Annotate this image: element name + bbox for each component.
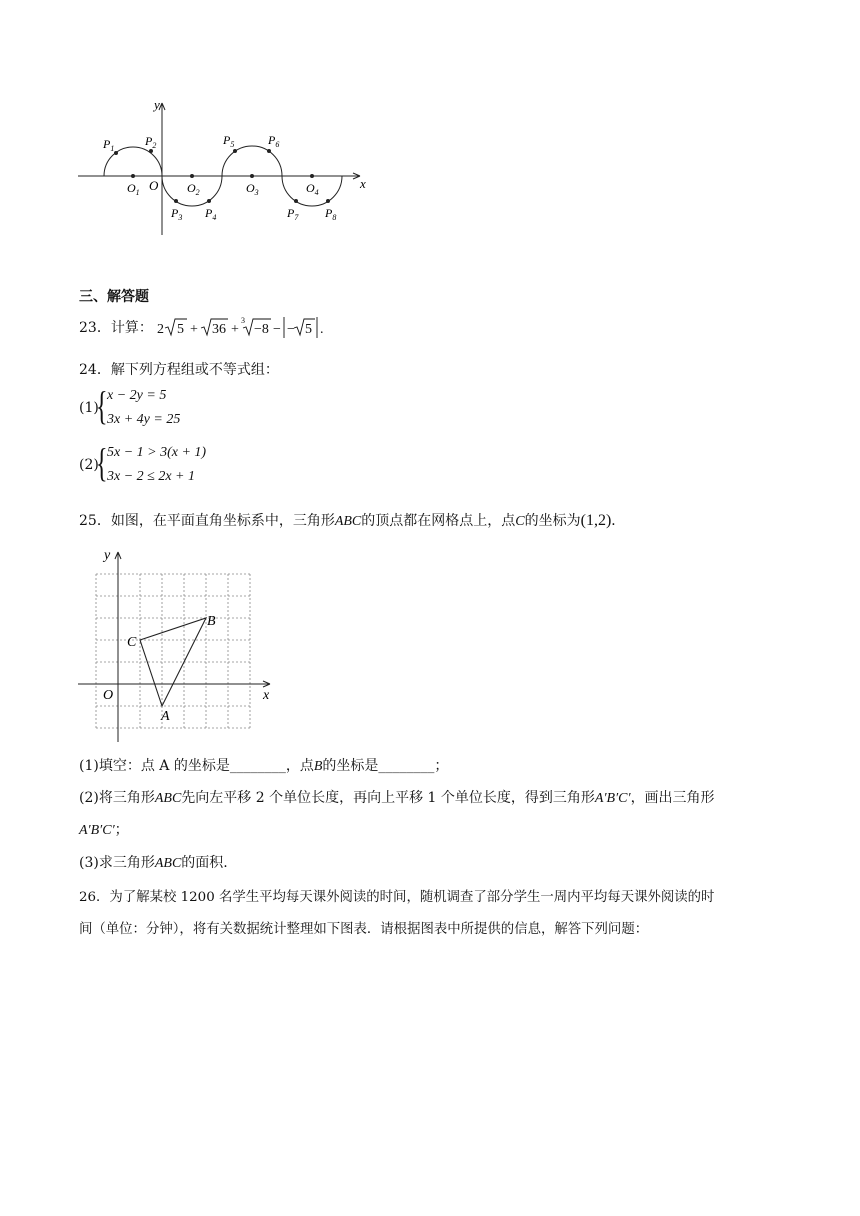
- vertex-a-label: A: [161, 709, 170, 724]
- q25-part2-line2: [79, 820, 129, 841]
- label-o4: $O_4$: [306, 181, 319, 197]
- point-dot-p5: [233, 149, 237, 153]
- q25-stem-c-point: C: [515, 514, 525, 529]
- label-p6: $P_6$: [268, 133, 280, 149]
- q25-part1-b: B: [313, 759, 323, 774]
- label-p3: $P_3$: [171, 206, 183, 222]
- q24-part2-eq1: 5x − 1 > 3(x + 1): [107, 445, 207, 460]
- svg-text:5: 5: [177, 322, 184, 337]
- question-23: [79, 318, 153, 338]
- q25-stem-c: 的坐标为: [524, 513, 581, 529]
- svg-text:−8: −8: [254, 322, 269, 337]
- semicircle-curve-figure: [70, 95, 380, 245]
- grid-y-label: y: [104, 548, 111, 563]
- q25-stem-a: 25．如图，在平面直角坐标系中，三角形: [79, 513, 335, 529]
- svg-text:2: 2: [157, 322, 164, 337]
- grid-x-label: x: [263, 688, 270, 703]
- q25-stem-coord: (1,2): [580, 512, 612, 529]
- q25-part2-a: (2)将三角形: [79, 790, 155, 806]
- q25-part2-abc: ABC: [154, 791, 182, 806]
- label-o2: $O_2$: [187, 181, 200, 197]
- point-dot-p3: [174, 199, 178, 203]
- q25-part2-b: 先向左平移 2 个单位长度，再向上平移 1 个单位长度，得到三角形: [181, 790, 595, 806]
- vertex-b-label: B: [207, 614, 216, 629]
- point-dot-p6: [267, 149, 271, 153]
- label-p7: $P_7$: [287, 206, 299, 222]
- center-dot-o3: [250, 174, 254, 178]
- q25-stem-abc: ABC: [334, 514, 362, 529]
- label-p1: $P_1$: [103, 137, 115, 153]
- vertex-c-label: C: [127, 635, 137, 650]
- svg-text:3: 3: [241, 316, 245, 325]
- grid-origin-label: O: [103, 688, 114, 703]
- q25-part3: [79, 853, 228, 874]
- x-axis-label: x: [360, 176, 366, 191]
- q25-part2-prime: A′B′C′: [594, 791, 631, 806]
- q25-part1-a: (1)填空：点 A 的坐标是________，点: [79, 758, 314, 774]
- q25-stem-b: 的顶点都在网格点上，点: [361, 513, 516, 529]
- q25-part3-a: (3)求三角形: [79, 855, 155, 871]
- point-dot-p1: [114, 151, 118, 155]
- label-p2: $P_2$: [145, 134, 157, 150]
- semicircle-arc-3: [222, 146, 282, 176]
- question-26-line1: 26．为了解某校 1200 名学生平均每天课外阅读的时间，随机调查了部分学生一周内平均每天课外阅读的时: [79, 890, 715, 905]
- label-p4: $P_4$: [205, 206, 217, 222]
- grid-triangle-figure: [70, 542, 290, 747]
- q24-part1-brace: {: [96, 383, 108, 428]
- label-p5: $P_5$: [223, 133, 235, 149]
- label-o1: $O_1$: [127, 181, 140, 197]
- origin-label: O: [149, 178, 159, 193]
- q25-part1: [79, 756, 448, 777]
- center-dot-o4: [310, 174, 314, 178]
- point-dot-p4: [207, 199, 211, 203]
- center-dot-o2: [190, 174, 194, 178]
- svg-text:.: .: [320, 322, 324, 337]
- section-heading: 三、解答题: [79, 289, 149, 305]
- q24-part2-brace: {: [96, 440, 108, 485]
- point-dot-p7: [294, 199, 298, 203]
- label-p8: $P_8$: [325, 206, 337, 222]
- svg-text:+: +: [190, 322, 198, 337]
- q24-part2-eq2: 3x − 2 ≤ 2x + 1: [107, 469, 196, 484]
- label-o3: $O_3$: [246, 181, 259, 197]
- q25-part3-b: 的面积.: [181, 855, 228, 871]
- svg-text:36: 36: [212, 322, 226, 337]
- y-axis-label: y: [154, 97, 160, 112]
- question-26-line2: 间（单位：分钟），将有关数据统计整理如下图表．请根据图表中所提供的信息，解答下列问题：: [79, 922, 649, 937]
- q23-prefix: 23．计算：: [79, 320, 153, 336]
- q25-part2-end: ；: [114, 822, 129, 838]
- svg-text:−: −: [273, 322, 281, 337]
- q24-part1-eq2: 3x + 4y = 25: [107, 412, 181, 427]
- question-24-stem: 24．解下列方程组或不等式组：: [79, 362, 279, 378]
- q25-part1-end: 的坐标是________；: [322, 758, 449, 774]
- q25-stem-end: ．: [611, 513, 626, 529]
- q24-part2-label: (2): [79, 457, 99, 473]
- q24-part1-label: (1): [79, 400, 99, 416]
- center-dot-o1: [131, 174, 135, 178]
- svg-text:−: −: [287, 322, 295, 337]
- question-25-stem: [79, 511, 625, 532]
- svg-text:5: 5: [305, 322, 312, 337]
- q25-part2-c: ，画出三角形: [630, 790, 715, 806]
- q24-part1-eq1: x − 2y = 5: [107, 388, 167, 403]
- svg-text:+: +: [231, 322, 239, 337]
- q23-expression: [155, 313, 325, 343]
- q25-part2-prime2: A′B′C′: [79, 823, 115, 838]
- point-dot-p8: [326, 199, 330, 203]
- q25-part2-line1: [79, 788, 715, 809]
- q25-part3-abc: ABC: [154, 856, 182, 871]
